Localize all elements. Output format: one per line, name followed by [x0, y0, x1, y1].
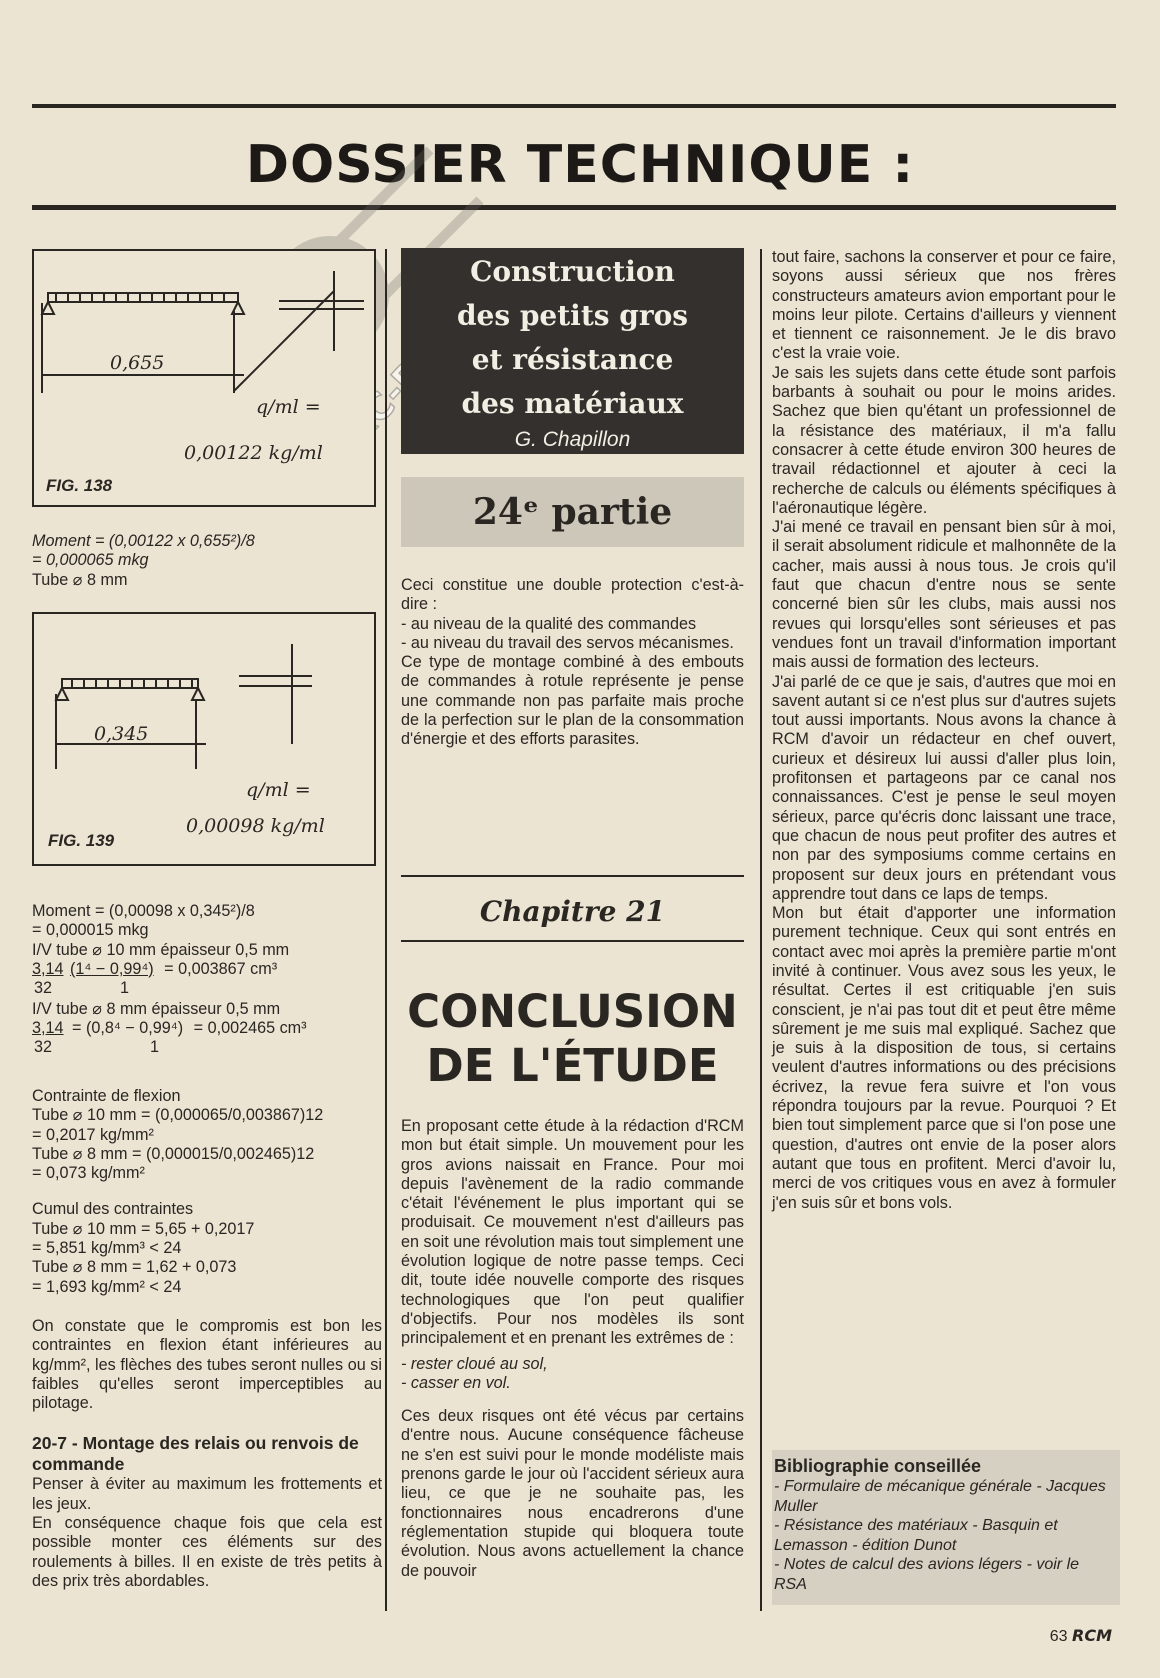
list-item: - casser en vol. [401, 1373, 511, 1392]
page-footer [1050, 1626, 1112, 1646]
magazine-logo: RCM [1072, 1626, 1112, 1645]
paragraph: Ce type de montage combiné à des embouts de commandes à rotule représente je pense une commande non pas parfaite mais proche de la perfection sur le plan de la consommation d'énergie et des efforts parasites. [401, 653, 744, 749]
bibliography-item: - Notes de calcul des avions légers - voir le RSA [774, 1556, 1080, 1593]
figure-138-label: FIG. 138 [46, 476, 113, 495]
page-number: 63 [1049, 1628, 1068, 1645]
paragraph: En conséquence chaque fois que cela est possible monter ces éléments sur des roulements à billes. Il en existe de très petits à des prix très abordables. [32, 1514, 382, 1590]
calc-line: Moment = (0,00122 x 0,655²)/8 [32, 532, 255, 550]
chapter-title: Chapitre 21 [479, 895, 666, 928]
calc-line: Tube ⌀ 8 mm = (0,000015/0,002465)12 [32, 1144, 315, 1163]
formula-num: 3,14 [32, 1019, 64, 1038]
formula-den: 1 [120, 978, 130, 997]
calc-line: = 5,851 kg/mm³ < 24 [32, 1239, 182, 1258]
formula-2 [32, 1019, 377, 1059]
calc-line: = 0,2017 kg/mm² [32, 1125, 154, 1144]
formula-result: = 0,002465 cm³ [193, 1019, 307, 1038]
conclusion-line: CONCLUSION [407, 985, 738, 1038]
list-item: - au niveau de la qualité des commandes [401, 614, 697, 633]
formula-paren: = (0,8⁴ − 0,99⁴) [72, 1019, 184, 1038]
article-title-box [401, 248, 744, 454]
section-heading: 20-7 - Montage des relais ou renvois de commande [32, 1433, 359, 1475]
calc-line: Tube ⌀ 8 mm = 1,62 + 0,073 [32, 1258, 237, 1277]
figure-138-load-label: q/ml = [256, 396, 321, 418]
formula-1 [32, 960, 377, 1000]
article-title-line: et résistance [471, 343, 674, 376]
bibliography-item: - Résistance des matériaux - Basquin et Lemasson - édition Dunot [774, 1517, 1058, 1554]
paragraph: On constate que le compromis est bon les contraintes en flexion étant inférieures au kg/mm², les flèches des tubes seront nulles ou si faibles qu'elles seront imperceptibles au pilotage. [32, 1316, 382, 1413]
calc-line: = 0,073 kg/mm² [32, 1164, 145, 1183]
bibliography-item: - Formulaire de mécanique générale - Jacques Muller [774, 1478, 1106, 1515]
paragraph: J'ai mené ce travail en pensant bien sûr à moi, il serait absolument ridicule et malhonnête de la cacher, mais aussi à nous tous. Je crois qu'il faut que chacun d'entre nous se sente concerné bien sûr les clubs, mais aussi nos revues qui lorsqu'elles sont sérieuses et pas vendues font un travail d'information important mais aussi de formation des lecteurs. [772, 518, 1116, 672]
article-author: G. Chapillon [514, 428, 631, 451]
paragraph: Je sais les sujets dans cette étude sont parfois barbants à souhait ou pour le moins arides. Sachez que bien qu'étant un professionnel de la résistance des matériaux, il m'a fallu consacrer à cette étude environ 300 heures de travail rédactionnel et ajouter à ceci la recherche de calculs ou éléments spécifiques à l'aéronautique légère. [772, 363, 1116, 517]
conclusion-heading [401, 985, 744, 1093]
calc-line: I/V tube ⌀ 10 mm épaisseur 0,5 mm [32, 940, 290, 959]
chapter-rule-bottom [401, 940, 744, 942]
figure-138 [32, 249, 376, 507]
figure-138-load-value: 0,00122 kg/ml [184, 442, 323, 464]
formula-den: 1 [150, 1038, 160, 1057]
paragraph: tout faire, sachons la conserver et pour ce faire, soyons aussi sérieux que nos frères constructeurs amateurs avion emportant pour le moins leur pilote. Certains d'ailleurs y viennent et tiennent ce raisonnement. Je le dis bravo c'est la vraie voie. [772, 248, 1116, 363]
top-rule [32, 104, 1116, 108]
calc-line: = 0,000065 mkg [32, 551, 149, 570]
calc-line: Tube ⌀ 8 mm [32, 570, 128, 589]
paragraph: J'ai parlé de ce que je sais, d'autres que moi en savent autant si ce n'est plus sur d'autres sujets tout aussi importants. Nous avons la chance à RCM d'avoir un rédacteur en chef ouvert, curieux et désireux lui aussi d'aller plus loin, profitonsen et partageons par ce canal nos connaissances. C'est je pense le seul moyen sérieux, parce qu'écris donc laissant une trace, que chacun de nous peut profiter des autres et non par des symposiums comme certains en proposent sur deux jours en prétendant vous apprendre tout dans ce laps de temps. [772, 672, 1116, 903]
figure-139-drawing [34, 614, 374, 864]
article-title-line: Construction [470, 255, 675, 288]
calc-line: Moment = (0,00098 x 0,345²)/8 [32, 902, 255, 920]
calc-line: = 0,000015 mkg [32, 921, 149, 940]
middle-text-top [401, 576, 744, 750]
paragraph: Penser à éviter au maximum les frottements et les jeux. [32, 1475, 382, 1513]
chapter-rule-top [401, 875, 744, 877]
column-divider-left [385, 249, 387, 1611]
conclusion-line: DE L'ÉTUDE [426, 1039, 719, 1092]
bibliography-heading: Bibliographie conseillée [774, 1456, 982, 1476]
right-text [772, 248, 1116, 1213]
article-title-line: des matériaux [461, 387, 684, 420]
list-item: - au niveau du travail des servos mécanismes. [401, 633, 734, 652]
figure-139-dimension: 0,345 [94, 723, 149, 745]
calc-line: Contrainte de flexion [32, 1087, 181, 1105]
calc-line: Cumul des contraintes [32, 1200, 194, 1219]
paragraph: Ceci constitue une double protection c'est-à-dire : [401, 576, 744, 614]
formula-den: 32 [34, 978, 53, 997]
formula-result: = 0,003867 cm³ [164, 959, 278, 978]
figure-139-load-label: q/ml = [246, 779, 311, 801]
paragraph: Ces deux risques ont été vécus par certains d'entre nous. Aucune conséquence fâcheuse ne s'en est suivi pour le monde modéliste mais prenons garde le jour où l'accident sérieux aura lieu, ce que je ne souhaite pas, les fonctionnaires nous encadrerons d'une réglementation stupide qui bloquera toute évolution. Nous avons actuellement la chance de pouvoir [401, 1407, 744, 1580]
list-item: - rester cloué au sol, [401, 1354, 548, 1373]
page-title: DOSSIER TECHNIQUE : [245, 135, 915, 195]
paragraph: En proposant cette étude à la rédaction d'RCM mon but était simple. Un mouvement pour les gros avions naissait en France. Pour moi depuis l'avènement de la radio commande c'était l'événement le plus important qui se produisait. Ce mouvement n'est d'ailleurs pas en soit une révolution mais tout simplement une évolution logique de notre passe temps. Ceci dit, toute idée nouvelle comporte des risques technologiques que l'on peut qualifier d'objectifs. Pour nos modèles ils sont principalement et en prenant les extrêmes de : [401, 1117, 744, 1348]
calc-line: Tube ⌀ 10 mm = 5,65 + 0,2017 [32, 1219, 255, 1238]
left-calc-2 [32, 902, 377, 1059]
article-title-line: des petits gros [456, 299, 689, 332]
part-number: 24ᵉ partie [401, 477, 744, 547]
middle-text-bottom [401, 1117, 744, 1581]
formula-num: 3,14 [32, 959, 64, 978]
column-divider-right [760, 249, 762, 1611]
left-calc-3 [32, 1087, 382, 1591]
paragraph: Mon but était d'apporter une information purement technique. Ceux qui sont entrés en contact avec moi après la première partie m'ont invité à continuer. Vous avez sous les yeux, le résultat. Certes il est critiquable j'en suis conscient, je n'ai pas tout dit et peut être même sûrement je me suis mal expliqué. Sachez que je suis à la disposition de tous, si certains veulent d'autres informations ou des précisions écrivez, la revue fera suivre et l'on vous répondra toujours par la revue. Pourquoi ? Et bien tout simplement parce que si l'on pose une question, d'autres ont envie de la poser alors autant que tous en profitent. Merci d'avoir lu, merci de vos critiques vous en avez à formuler j'en suis sûr et bons vols. [772, 904, 1116, 1212]
calc-line: I/V tube ⌀ 8 mm épaisseur 0,5 mm [32, 999, 281, 1018]
formula-paren: (1⁴ − 0,99⁴) [70, 959, 154, 978]
calc-line: = 1,693 kg/mm² < 24 [32, 1277, 182, 1296]
calc-line: Tube ⌀ 10 mm = (0,000065/0,003867)12 [32, 1106, 324, 1125]
left-calc-1 [32, 532, 372, 590]
bibliography-box [772, 1450, 1120, 1605]
formula-den: 32 [34, 1038, 53, 1057]
figure-139-load-value: 0,00098 kg/ml [186, 815, 325, 837]
figure-139 [32, 612, 376, 866]
figure-138-dimension: 0,655 [110, 352, 165, 374]
figure-139-label: FIG. 139 [48, 831, 115, 850]
figure-138-drawing [34, 251, 374, 505]
